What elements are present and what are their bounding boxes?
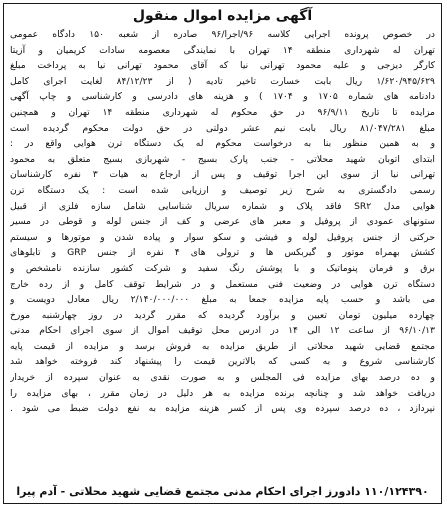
notice-line: تهران له شهرداری منطقه ۱۴ تهران با نمایندگی معصومه سادات کریمیان و آزیتا: [10, 44, 435, 56]
notice-line: هوایی مدل SR۲ فاقد پلاک و شماره سریال شناسایی شامل سازه فلزی از قبیل: [10, 200, 435, 212]
notice-line: و به همین منظور بنا به درخواست محکوم له یک دستگاه ترن هوایی واقع در :: [10, 138, 435, 150]
notice-line: ستونهای عمودی از پروفیل و معبر های عرضی و کف از جنس لوله و قوطی در مسیر: [10, 216, 435, 228]
notice-line: کشش بهمراه موتور و گیربکس ها و ترولی های ۴ نفره از جنس GRP و تابلوهای: [10, 247, 435, 259]
notice-line: در خصوص پرونده اجرایی کلاسه ۹۶/اجرا/۹۶ صادره از شعبه ۱۵۰ دادگاه عمومی: [10, 29, 435, 40]
notice-line: رسمی دادگستری به شرح زیر توصیف و ارزیابی شده است : یک دستگاه ترن: [10, 184, 435, 196]
notice-line: کارگر دیزجی و علیه محمود تهرانی نیا که آقای محمود تهرانی نیا به پرداخت مبلغ: [10, 60, 435, 72]
notice-line: دادنامه های شماره ۱۷۰۵ و ۱۷۰۴ ) و هزینه های دادرسی و کارشناسی و چاپ آگهی: [10, 91, 435, 103]
notice-line: دریافت خواهد شد و چنانچه برنده مزایده به هر دلیل در زمان مقرر ، بهای مزایده را: [10, 387, 435, 399]
notice-line: و ده درصد بهای مزایده فی المجلس و به صورت نقدی به عنوان سپرده از خریدار: [10, 372, 435, 384]
notice-line: چهارده میلیون تومان تعیین و برآورد گردیده که مقرر گردید در روز چهارشنبه مورخ: [10, 309, 435, 321]
notice-line: کارشناسی شروع و به کسی که بالاترین قیمت را پیشنهاد کند فروخته خواهد شد: [10, 356, 435, 368]
notice-line: مزایده تا تاریخ ۹۶/۹/۱۱ در حق محکوم له شهرداری منطقه ۱۴ تهران و همچنین: [10, 106, 435, 118]
auction-notice: [3, 3, 442, 504]
notice-line: می باشد و حسب پایه مزایده جمعا به مبلغ ۲/۱۴۰/۰۰۰/۰۰۰ ریال معادل دویست و: [10, 294, 435, 306]
notice-line: مجتمع قضایی شهید محلاتی از طریق مزایده به فروش برسد و مزایده از قیمت پایه: [10, 340, 435, 352]
notice-line: ۹۶/۱۰/۱۳ از ساعت ۱۲ الی ۱۴ در ادرس محل توقیف اموال از سوی اجرای احکام مدنی: [10, 325, 435, 337]
notice-line: ابتدای اتوبان شهید محلاتی - جنب پارک بسیج - شهربازی بسیج متعلق به محمود: [10, 153, 435, 165]
notice-line: حرکتی از جنس پروفیل لوله و فیشی و سکو سوار و پیاده شدن و موتورها و سیستم: [10, 231, 435, 243]
notice-line: مبلغ ۸۱/۰۴۷/۲۸۱ ریال بابت نیم عشر دولتی در حق دولت محکوم گردیده است: [10, 122, 435, 134]
notice-line: برق و فرمان پنوماتیک و با پوشش رنگ سفید و شرکت کشور سازنده نامشخص و: [10, 262, 435, 274]
notice-line: دستگاه ترن هوایی در وضعیت فنی مستعمل و در شرایط توقف کامل و از رده خارج: [10, 278, 435, 290]
notice-body: [10, 27, 435, 417]
notice-footer-signature: ۱۱۰/۱۲۴۳۹۰ دادورز اجرای احکام مدنی مجتمع قضایی شهید محلاتی - آدم پیرا: [16, 485, 429, 498]
notice-line: نپردازد ، ده درصد سپرده وی پس از کسر هزینه مزایده به نفع دولت ضبط می شود .: [10, 403, 435, 415]
notice-line: تهرانی نیا از سوی این اجرا توقیف و پس از ارجاع به هیات ۳ نفره کارشناسان: [10, 169, 435, 181]
notice-line: ۱/۶۲۰/۹۴۵/۶۲۹ ریال بابت خسارت تاخیر تادیه ( از ۸۴/۱۲/۲۳ لغایت اجرای کامل: [10, 75, 435, 87]
notice-title: آگهی مزایده اموال منقول: [132, 8, 313, 24]
